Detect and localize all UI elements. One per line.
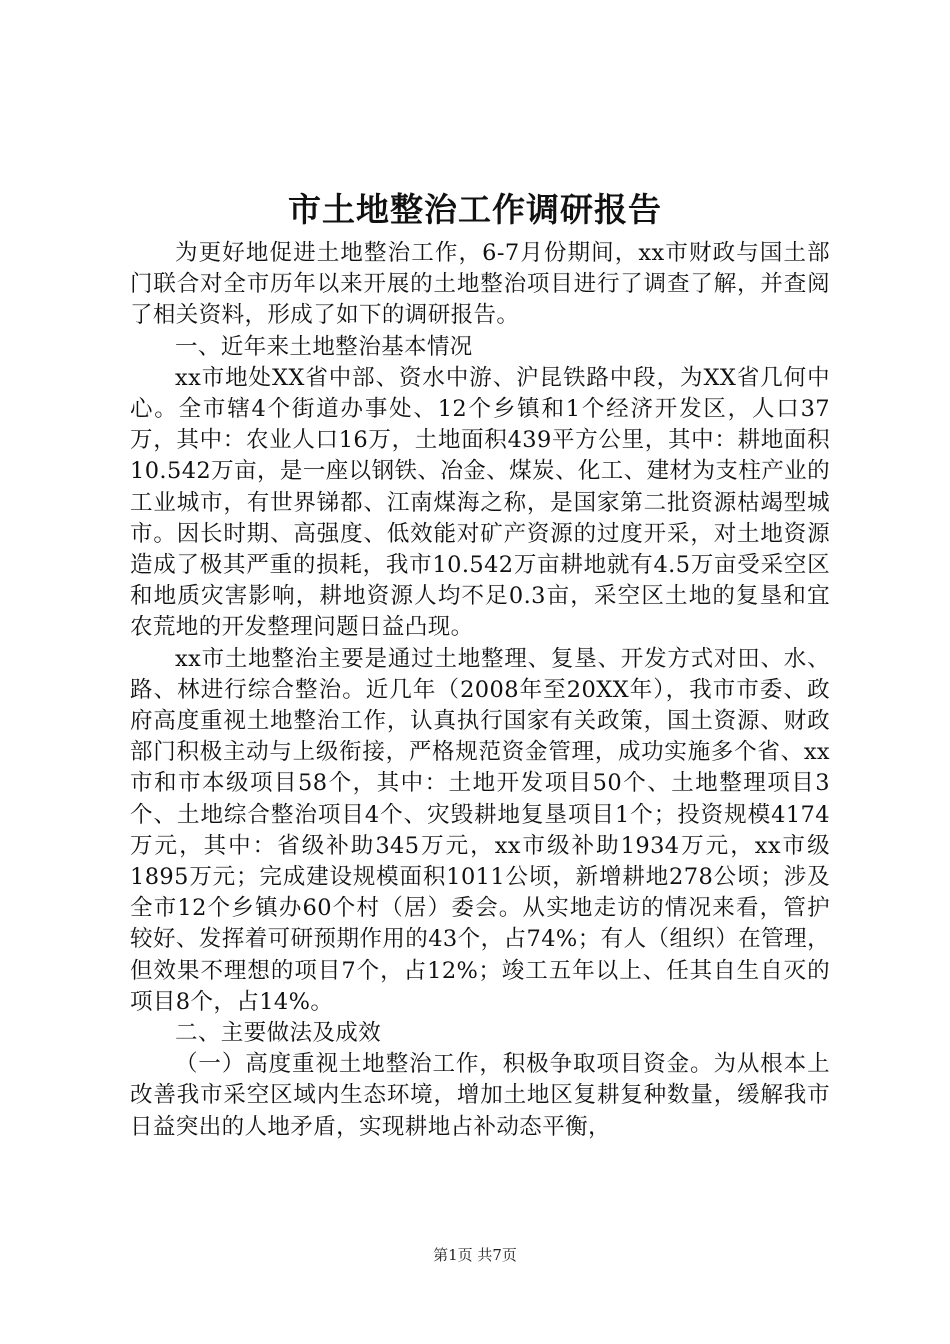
paragraph-intro: 为更好地促进土地整治工作，6-7月份期间，xx市财政与国土部门联合对全市历年以来开展的土地整治项目进行了调查了解，并查阅了相关资料，形成了如下的调研报告。 xyxy=(130,240,830,329)
document-body xyxy=(130,238,830,1143)
page-number-footer: 第1页 共7页 xyxy=(433,1246,517,1264)
paragraph-project-summary: xx市土地整治主要是通过土地整理、复垦、开发方式对田、水、路、林进行综合整治。近几年（2008年至20XX年），我市市委、政府高度重视土地整治工作，认真执行国家有关政策，国土资源、财政部门积极主动与上级衔接，严格规范资金管理，成功实施多个省、xx市和市本级项目58个，其中：土地开发项目50个、土地整理项目3个、土地综合整治项目4个、灾毁耕地复垦项目1个；投资规模4174万元，其中：省级补助345万元，xx市级补助1934万元，xx市级1895万元；完成建设规模面积1011公顷，新增耕地278公顷；涉及全市12个乡镇办60个村（居）委会。从实地走访的情况来看，管护较好、发挥着可研预期作用的43个，占74%；有人（组织）在管理，但效果不理想的项目7个，占12%；竣工五年以上、任其自生自灭的项目8个，占14%。 xyxy=(130,645,830,1015)
paragraph-city-overview: xx市地处XX省中部、资水中游、沪昆铁路中段，为XX省几何中心。全市辖4个街道办事处、12个乡镇和1个经济开发区，人口37万，其中：农业人口16万，土地面积439平方公里，其中：耕地面积10.542万亩，是一座以钢铁、冶金、煤炭、化工、建材为支柱产业的工业城市，有世界锑都、江南煤海之称，是国家第二批资源枯竭型城市。因长时期、高强度、低效能对矿产资源的过度开采，对土地资源造成了极其严重的损耗，我市10.542万亩耕地就有4.5万亩受采空区和地质灾害影响，耕地资源人均不足0.3亩，采空区土地的复垦和宜农荒地的开发整理问题日益凸现。 xyxy=(130,364,830,641)
section-heading-2: 二、主要做法及成效 xyxy=(175,1020,382,1047)
paragraph-subsection-1: （一）高度重视土地整治工作，积极争取项目资金。为从根本上改善我市采空区域内生态环境，增加土地区复耕复种数量，缓解我市日益突出的人地矛盾，实现耕地占补动态平衡， xyxy=(130,1051,830,1140)
section-heading-1: 一、近年来土地整治基本情况 xyxy=(175,333,473,360)
document-title: 市土地整治工作调研报告 xyxy=(288,190,662,229)
